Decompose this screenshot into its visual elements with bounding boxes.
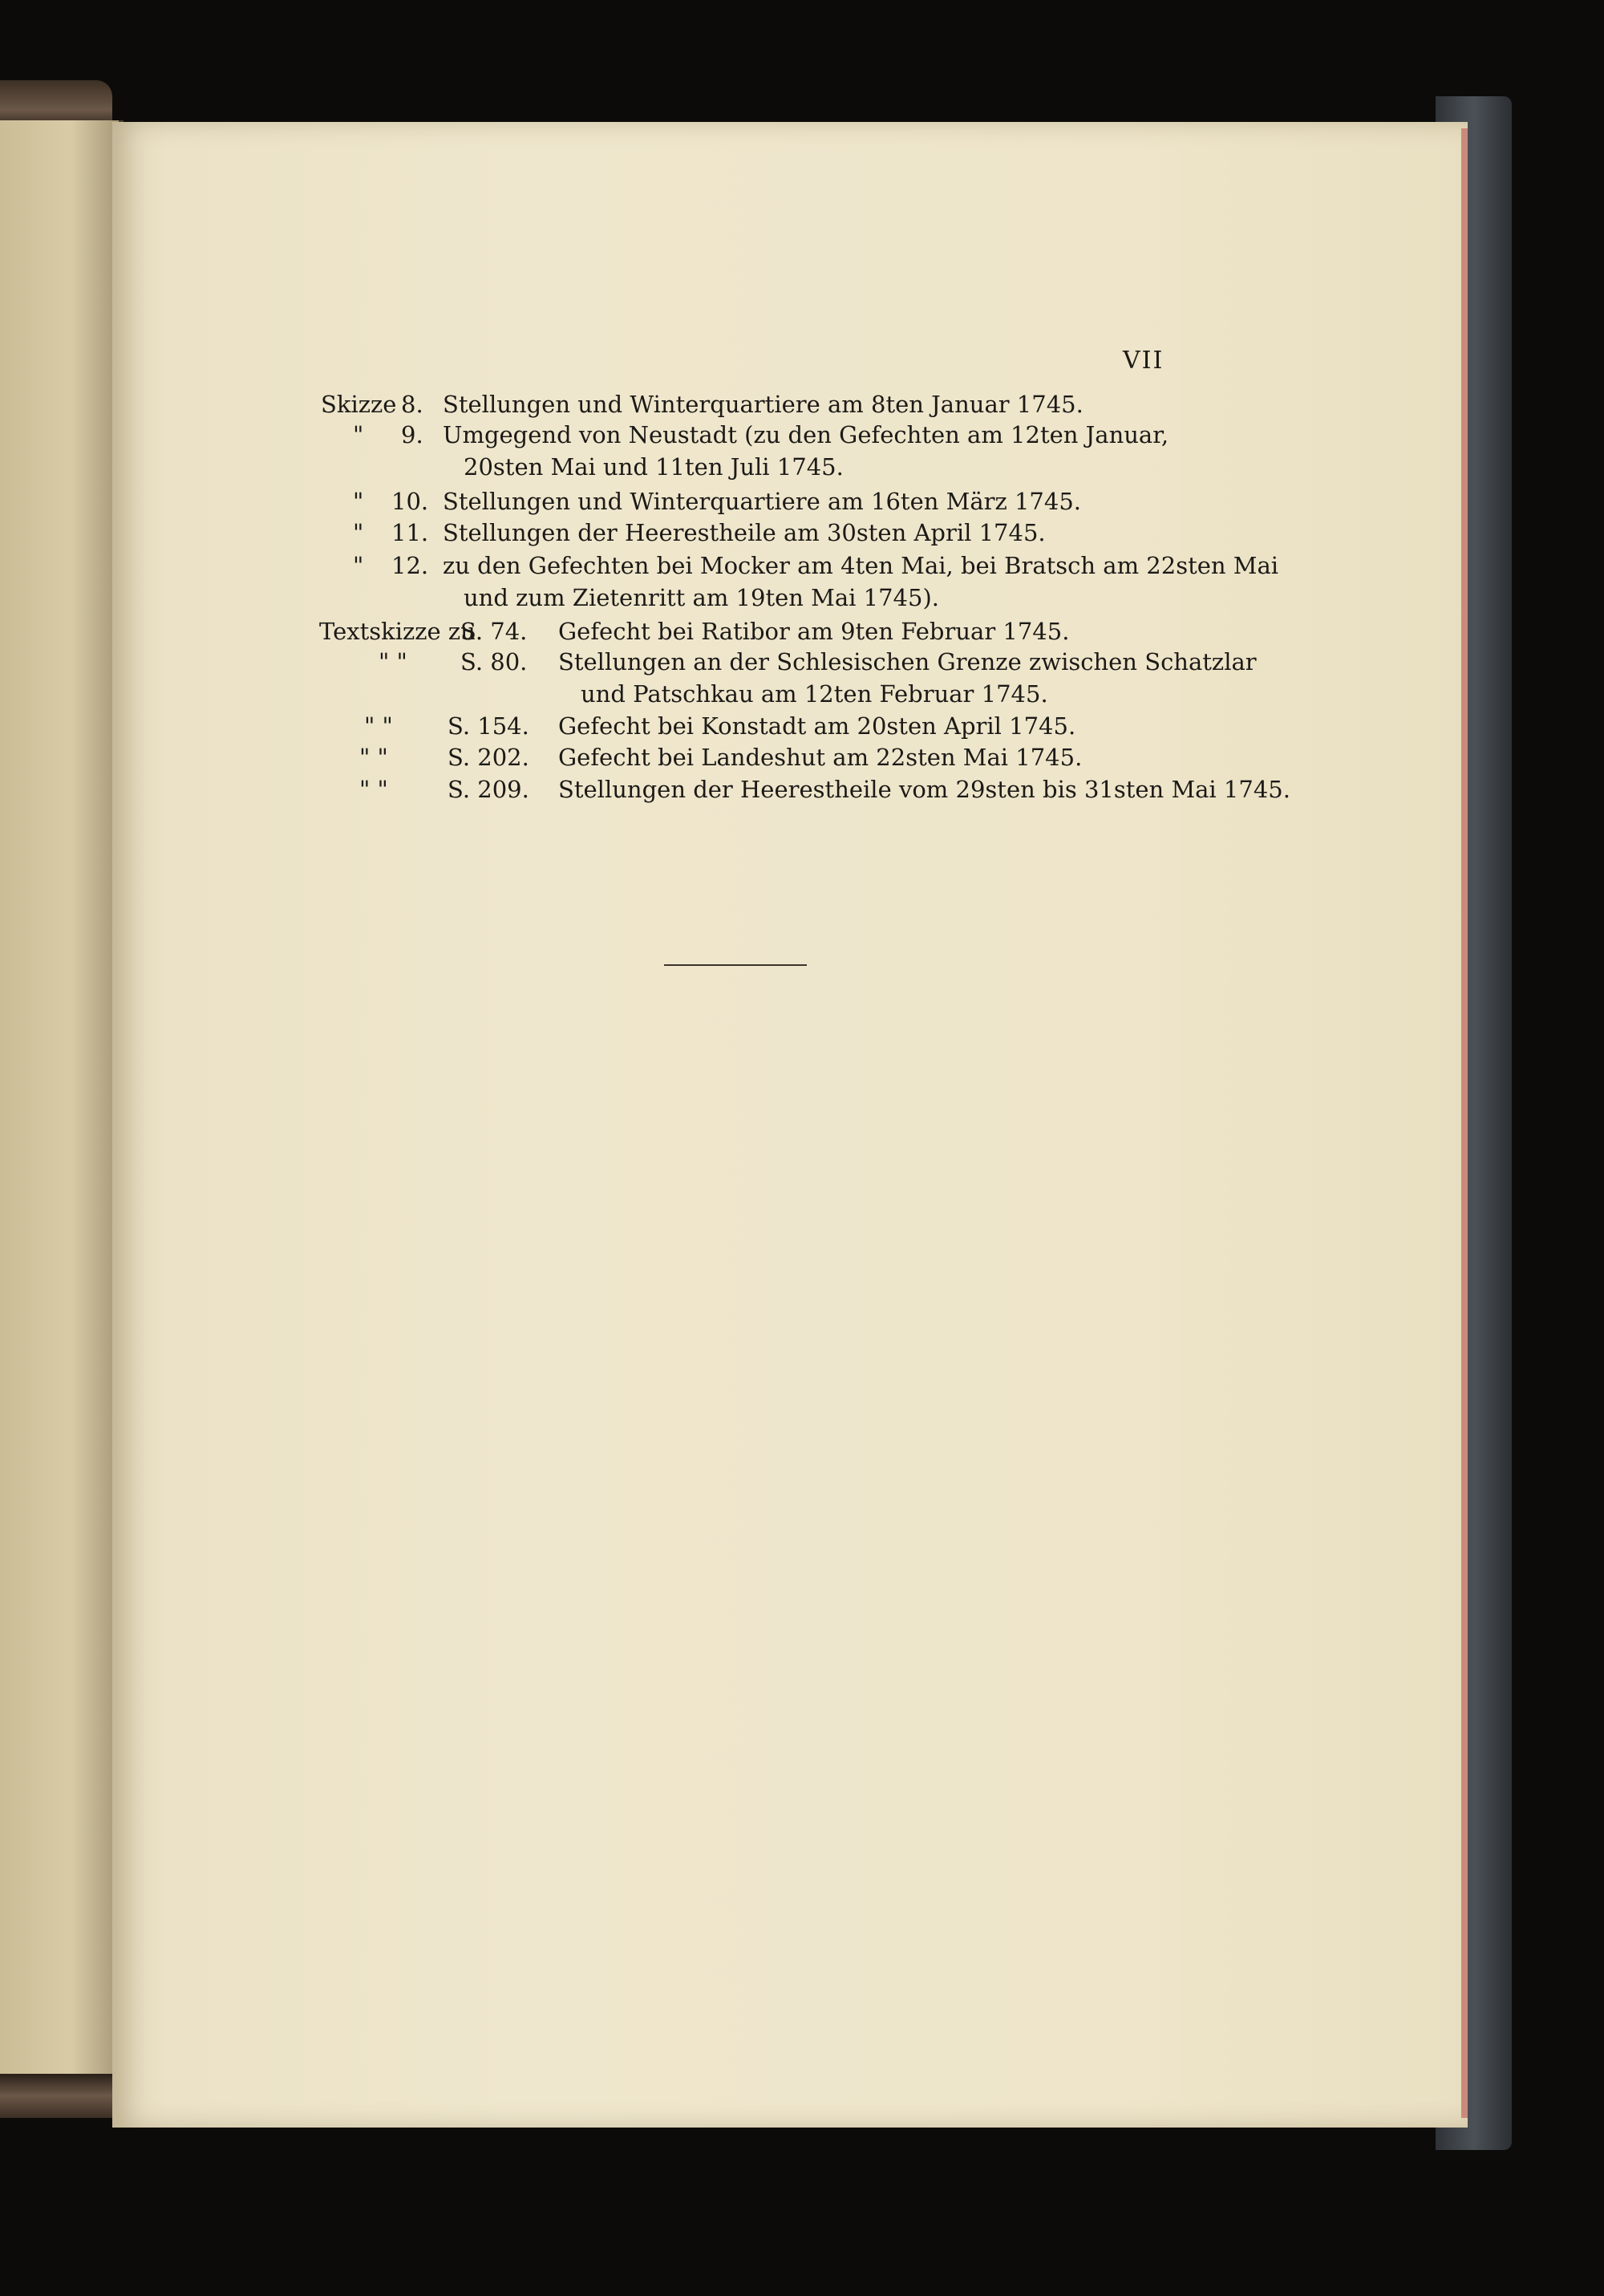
entry-number: 8. (401, 391, 423, 418)
ditto-mark: " " (379, 648, 407, 675)
ditto-mark: " " (359, 744, 388, 771)
entry-prefix: Textskizze zu (319, 618, 476, 645)
entry-prefix: Skizze (321, 391, 397, 418)
page-reference: S. 74. (460, 618, 528, 645)
page-reference: S. 202. (448, 744, 529, 771)
entry-number: 9. (401, 421, 423, 448)
entry-text: Stellungen an der Schlesischen Grenze zwischen Schatzlar (558, 648, 1257, 675)
page-reference: S. 209. (448, 776, 529, 803)
page-reference: S. 80. (460, 648, 528, 675)
entry-text: Stellungen der Heerestheile am 30sten April 1745. (443, 519, 1046, 546)
entry-text: zu den Gefechten bei Mocker am 4ten Mai, bei Bratsch am 22sten Mai (443, 552, 1279, 579)
entry-text: Stellungen und Winterquartiere am 8ten Januar 1745. (443, 391, 1084, 418)
ditto-mark: " (353, 552, 364, 579)
entry-text: Gefecht bei Konstadt am 20sten April 1745. (558, 712, 1076, 740)
section-divider (664, 964, 807, 966)
entry-text: 20sten Mai und 11ten Juli 1745. (464, 453, 844, 481)
entry-number: 11. (391, 519, 429, 546)
page-reference: S. 154. (448, 712, 529, 740)
entry-text: Stellungen und Winterquartiere am 16ten März 1745. (443, 488, 1081, 515)
ditto-mark: " " (364, 712, 393, 740)
entry-number: 10. (391, 488, 429, 515)
ditto-mark: " (353, 488, 364, 515)
ditto-mark: " (353, 519, 364, 546)
ditto-mark: " (353, 421, 364, 448)
page-number: VII (1123, 347, 1165, 375)
entry-text: und zum Zietenritt am 19ten Mai 1745). (464, 584, 939, 611)
entry-text: und Patschkau am 12ten Februar 1745. (581, 680, 1048, 708)
ditto-mark: " " (359, 776, 388, 803)
entry-text: Umgegend von Neustadt (zu den Gefechten am 12ten Januar, (443, 421, 1169, 448)
entry-text: Stellungen der Heerestheile vom 29sten bis 31sten Mai 1745. (558, 776, 1290, 803)
entry-text: Gefecht bei Ratibor am 9ten Februar 1745. (558, 618, 1070, 645)
entry-text: Gefecht bei Landeshut am 22sten Mai 1745. (558, 744, 1083, 771)
entry-number: 12. (391, 552, 429, 579)
